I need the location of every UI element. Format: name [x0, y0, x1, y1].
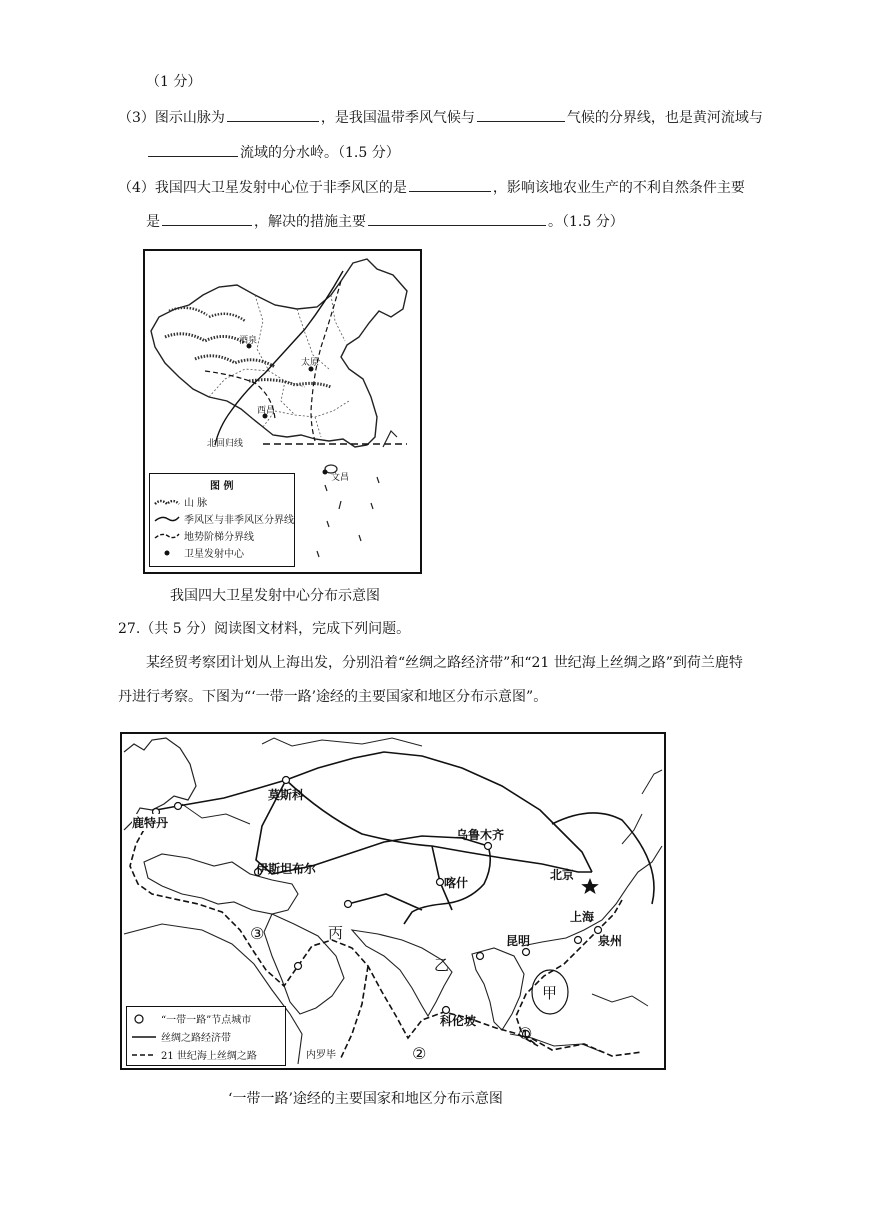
- legend-item-maritime-road: [131, 1047, 257, 1062]
- map2-legend: [126, 1006, 286, 1066]
- legend-item-label: 卫星发射中心: [184, 549, 244, 560]
- legend-item-label: 地势阶梯分界线: [184, 532, 254, 543]
- score-note: （1 分）: [146, 74, 202, 90]
- node-city-dot: [575, 937, 582, 944]
- silk-road-economic-belt: [156, 752, 654, 924]
- label-moscow: 莫斯科: [268, 788, 305, 802]
- legend-item-label: 21 世纪海上丝绸之路: [161, 1051, 257, 1062]
- label-yi: 乙: [434, 956, 450, 974]
- question-4-line-2: [146, 211, 624, 232]
- question-3-text-3: 气候的分界线，也是黄河流域与: [566, 110, 763, 126]
- label-kunming: 昆明: [506, 934, 531, 948]
- china-outline: [151, 259, 407, 447]
- question-3-line-2: [146, 142, 400, 163]
- question-4-text-4: ，解决的措施主要: [254, 214, 366, 230]
- legend-item-label: “一带一路”节点城市: [161, 1015, 252, 1026]
- monsoon-boundary: [215, 271, 343, 445]
- legend-item-monsoon: [154, 511, 294, 526]
- label-wenchang: 文昌: [331, 473, 350, 483]
- question-4-text-5: 。（1.5 分）: [548, 214, 624, 230]
- question-3-text-2: ，是我国温带季风气候与: [320, 110, 475, 126]
- answer-blank[interactable]: [409, 177, 491, 192]
- question-27-paragraph-line-2: 丹进行考察。下图为“‘一带一路’途经的主要国家和地区分布示意图”。: [118, 689, 548, 705]
- solid-curve-icon: [154, 514, 180, 524]
- node-city-dot: [523, 949, 530, 956]
- label-nairobi: 内罗毕: [306, 1050, 336, 1061]
- belt-and-road-map: [120, 732, 666, 1070]
- question-3-text-1: 图示山脉为: [154, 110, 225, 126]
- answer-blank[interactable]: [148, 142, 238, 157]
- answer-blank[interactable]: [162, 211, 252, 226]
- node-city-dot: [283, 777, 290, 784]
- node-city-dot: [437, 879, 444, 886]
- solid-line-icon: [131, 1032, 157, 1042]
- label-colombo: 科伦坡: [440, 1014, 477, 1028]
- node-city-dot: [175, 803, 182, 810]
- label-taiyuan: 太原: [301, 358, 320, 368]
- beijing-star-icon: [581, 878, 599, 894]
- question-3-number: （3）: [118, 110, 155, 126]
- question-4-text-3: 是: [146, 214, 160, 230]
- legend-item-terrain: [154, 528, 254, 543]
- question-4-number: （4）: [118, 180, 155, 196]
- label-quanzhou: 泉州: [598, 934, 623, 948]
- label-tropic-of-cancer: 北回归线: [207, 439, 244, 449]
- question-27-heading: 27.（共 5 分）阅读图文材料，完成下列问题。: [118, 621, 411, 637]
- question-4-line-1: [118, 177, 745, 198]
- label-circle-1: ①: [518, 1024, 533, 1043]
- label-bing: 丙: [328, 924, 344, 942]
- label-istanbul: 伊斯坦布尔: [256, 862, 317, 876]
- label-xichang: 西昌: [257, 406, 276, 416]
- label-circle-2: ②: [412, 1044, 427, 1063]
- legend-item-label: 季风区与非季风区分界线: [184, 515, 294, 526]
- label-circle-3: ③: [250, 924, 265, 943]
- mountain-symbol-icon: [154, 497, 180, 507]
- map2-caption: ‘一带一路’途经的主要国家和地区分布示意图: [228, 1091, 503, 1107]
- label-beijing: 北京: [550, 868, 575, 882]
- legend-item-label: 山 脉: [184, 498, 208, 509]
- node-city-dot: [345, 901, 352, 908]
- legend-item-node-city: [131, 1011, 251, 1026]
- node-city-dot: [485, 843, 492, 850]
- node-city-dot: [477, 953, 484, 960]
- map1-caption: 我国四大卫星发射中心分布示意图: [170, 588, 380, 604]
- legend-item-economic-belt: [131, 1029, 231, 1044]
- map1-legend: [149, 473, 295, 567]
- label-shanghai: 上海: [570, 910, 595, 924]
- node-city-dot: [295, 963, 302, 970]
- question-3-text-4: 流域的分水岭。（1.5 分）: [240, 145, 400, 161]
- dashed-line-icon: [131, 1050, 157, 1060]
- legend-item-mountain: [154, 494, 207, 509]
- southeast-asia: [472, 948, 524, 1030]
- label-jia: 甲: [542, 984, 558, 1002]
- question-27-paragraph-line-1: 某经贸考察团计划从上海出发，分别沿着“丝绸之路经济带”和“21 世纪海上丝绸之路”到荷兰鹿特: [146, 655, 743, 671]
- dot-icon: [154, 548, 180, 558]
- label-rotterdam: 鹿特丹: [132, 816, 169, 830]
- china-launch-center-map: [143, 249, 422, 574]
- legend-item-label: 丝绸之路经济带: [161, 1033, 231, 1044]
- label-jiuquan: 酒泉: [239, 336, 258, 346]
- label-urumqi: 乌鲁木齐: [456, 828, 505, 842]
- east-asia-coast: [522, 846, 662, 946]
- answer-blank[interactable]: [368, 211, 546, 226]
- legend-item-launch-center: [154, 545, 244, 560]
- launch-center-dot: [323, 470, 328, 475]
- label-kashgar: 喀什: [444, 876, 469, 890]
- answer-blank[interactable]: [227, 107, 319, 122]
- legend-title: 图 例: [210, 481, 234, 492]
- question-4-text-1: 我国四大卫星发射中心位于非季风区的是: [154, 180, 407, 196]
- question-3-line-1: [118, 107, 763, 128]
- answer-blank[interactable]: [477, 107, 565, 122]
- dashed-curve-icon: [154, 531, 180, 541]
- circle-icon: [131, 1014, 157, 1024]
- question-4-text-2: ，影响该地农业生产的不利自然条件主要: [492, 180, 745, 196]
